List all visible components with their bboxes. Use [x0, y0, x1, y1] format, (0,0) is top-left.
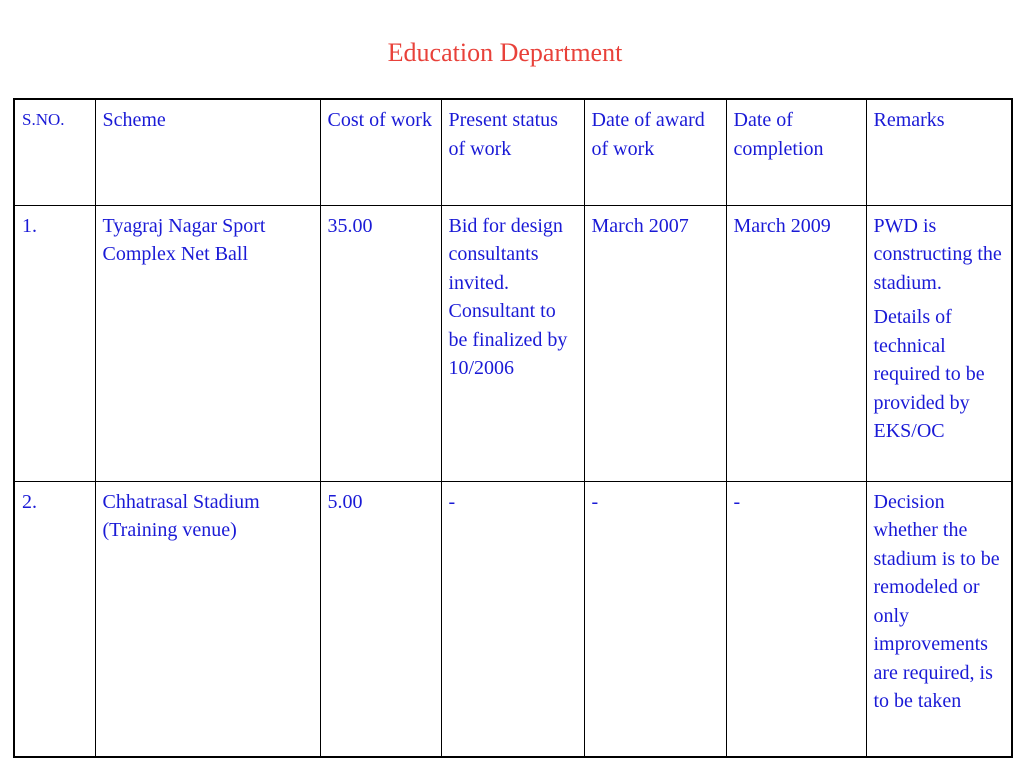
cell-remarks [866, 205, 1012, 481]
cell-sno: 2. [14, 481, 95, 757]
remark-paragraph: PWD is constructing the stadium. [873, 214, 1002, 294]
cell-scheme: Chhatrasal Stadium (Training venue) [95, 481, 320, 757]
cell-cost: 5.00 [320, 481, 441, 757]
cell-status: Bid for design consultants invited. Consultant to be finalized by 10/2006 [441, 205, 584, 481]
remark-paragraph: Details of technical required to be provided by EKS/OC [873, 306, 985, 442]
header-completion-date: Date of completion [726, 99, 866, 205]
header-sno: S.NO. [14, 99, 95, 205]
cell-sno: 1. [14, 205, 95, 481]
header-remarks: Remarks [866, 99, 1012, 205]
table-row [14, 481, 1012, 757]
cell-scheme: Tyagraj Nagar Sport Complex Net Ball [95, 205, 320, 481]
cell-award-date: March 2007 [584, 205, 726, 481]
cell-status: - [441, 481, 584, 757]
header-award-date: Date of award of work [584, 99, 726, 205]
header-cost: Cost of work [320, 99, 441, 205]
header-scheme: Scheme [95, 99, 320, 205]
cell-award-date: - [584, 481, 726, 757]
header-status: Present status of work [441, 99, 584, 205]
table-row [14, 205, 1012, 481]
cell-completion-date: March 2009 [726, 205, 866, 481]
cell-completion-date: - [726, 481, 866, 757]
cell-cost: 35.00 [320, 205, 441, 481]
table-header-row [14, 99, 1012, 205]
cell-remarks [866, 481, 1012, 757]
page-title: Education Department [387, 38, 623, 67]
scheme-table [13, 98, 1013, 758]
remark-paragraph: Decision whether the stadium is to be remodeled or only improvements are required, is to be taken [873, 490, 1000, 712]
